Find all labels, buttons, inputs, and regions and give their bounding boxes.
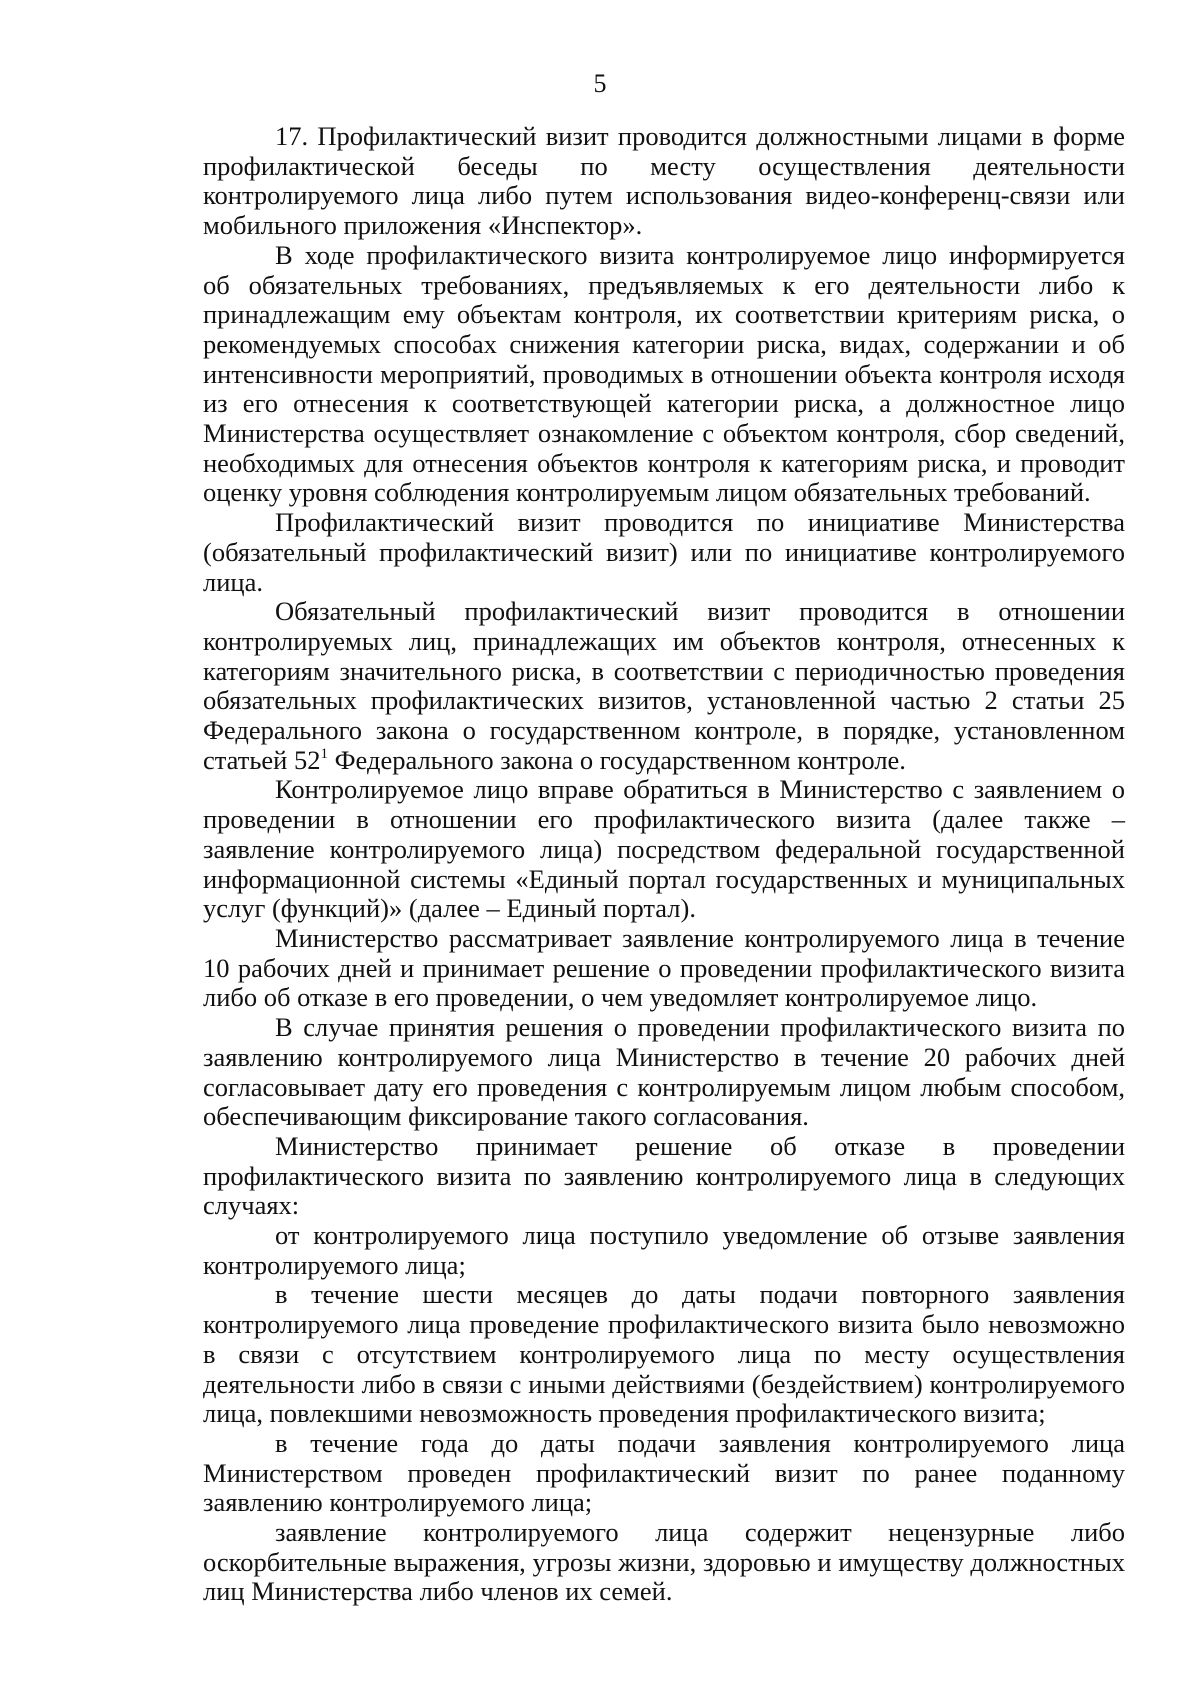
paragraph-date-agreement: В случае принятия решения о проведении профилактического визита по заявлению контролируемого лица Министерство в течение 20 рабочих дней согласовывает дату его проведения с контролируемым лицом любым способом, обеспечивающим фиксирование такого согласования. xyxy=(203,1012,1125,1132)
paragraph-application: Контролируемое лицо вправе обратиться в Министерство с заявлением о проведении в отношении его профилактического визита (далее также – заявление контролируемого лица) посредством федеральной государственной информационной системы «Единый портал государственных и муниципальных услуг (функций)» (далее – Единый портал). xyxy=(203,774,1125,924)
paragraph-mandatory-visit xyxy=(203,597,1125,775)
paragraph-review-period: Министерство рассматривает заявление контролируемого лица в течение 10 рабочих дней и принимает решение о проведении профилактического визита либо об отказе в его проведении, о чем уведомляет контролируемое лицо. xyxy=(203,922,1125,1013)
mandatory-visit-text-end: Федерального закона о государственном контроле. xyxy=(334,744,906,775)
mandatory-visit-text: Обязательный профилактический визит проводится в отношении контролируемых лиц, принадлежащих им объектов контроля, отнесенных к категориям значительного риска, в соответствии с периодичностью проведения обязательных профилактических визитов, установленной частью 2 статьи 25 Федерального закона о государственном контроле, в порядке, установленном статьей 52 xyxy=(203,596,1125,775)
paragraph-item-17: 17. Профилактический визит проводится должностными лицами в форме профилактической беседы по месту осуществления деятельности контролируемого лица либо путем использования видео-конференц-связи или мобильного приложения «Инспектор». xyxy=(203,121,1125,241)
paragraph-refusal-recent-visit: в течение года до даты подачи заявления контролируемого лица Министерством проведен профилактический визит по ранее поданному заявлению контролируемого лица; xyxy=(203,1427,1125,1518)
footnote-mark: 1 xyxy=(320,745,328,762)
paragraph-refusal-impossible: в течение шести месяцев до даты подачи повторного заявления контролируемого лица проведение профилактического визита было невозможно в связи с отсутствием контролируемого лица по месту осуществления деятельности либо в связи с иными действиями (бездействием) контролируемого лица, повлекшими невозможность проведения профилактического визита; xyxy=(203,1279,1125,1429)
paragraph-visit-initiative: Профилактический визит проводится по инициативе Министерства (обязательный профилактический визит) или по инициативе контролируемого лица. xyxy=(203,507,1125,597)
page-number: 5 xyxy=(593,69,607,98)
paragraph-refusal-cases: Министерство принимает решение об отказе в проведении профилактического визита по заявлению контролируемого лица в следующих случаях: xyxy=(203,1130,1125,1221)
paragraph-refusal-withdrawal: от контролируемого лица поступило уведомление об отзыве заявления контролируемого лица; xyxy=(203,1220,1125,1280)
paragraph-refusal-offensive: заявление контролируемого лица содержит нецензурные либо оскорбительные выражения, угрозы жизни, здоровью и имуществу должностных лиц Министерства либо членов их семей. xyxy=(203,1517,1125,1607)
document-body xyxy=(203,122,1125,1607)
paragraph-visit-content: В ходе профилактического визита контролируемое лицо информируется об обязательных требованиях, предъявляемых к его деятельности либо к принадлежащим ему объектам контроля, их соответствии критериям риска, о рекомендуемых способах снижения категории риска, видах, содержании и об интенсивности мероприятий, проводимых в отношении объекта контроля исходя из его отнесения к соответствующей категории риска, а должностное лицо Министерства осуществляет ознакомление с объектом контроля, сбор сведений, необходимых для отнесения объектов контроля к категориям риска, и проводит оценку уровня соблюдения контролируемым лицом обязательных требований. xyxy=(203,239,1125,508)
